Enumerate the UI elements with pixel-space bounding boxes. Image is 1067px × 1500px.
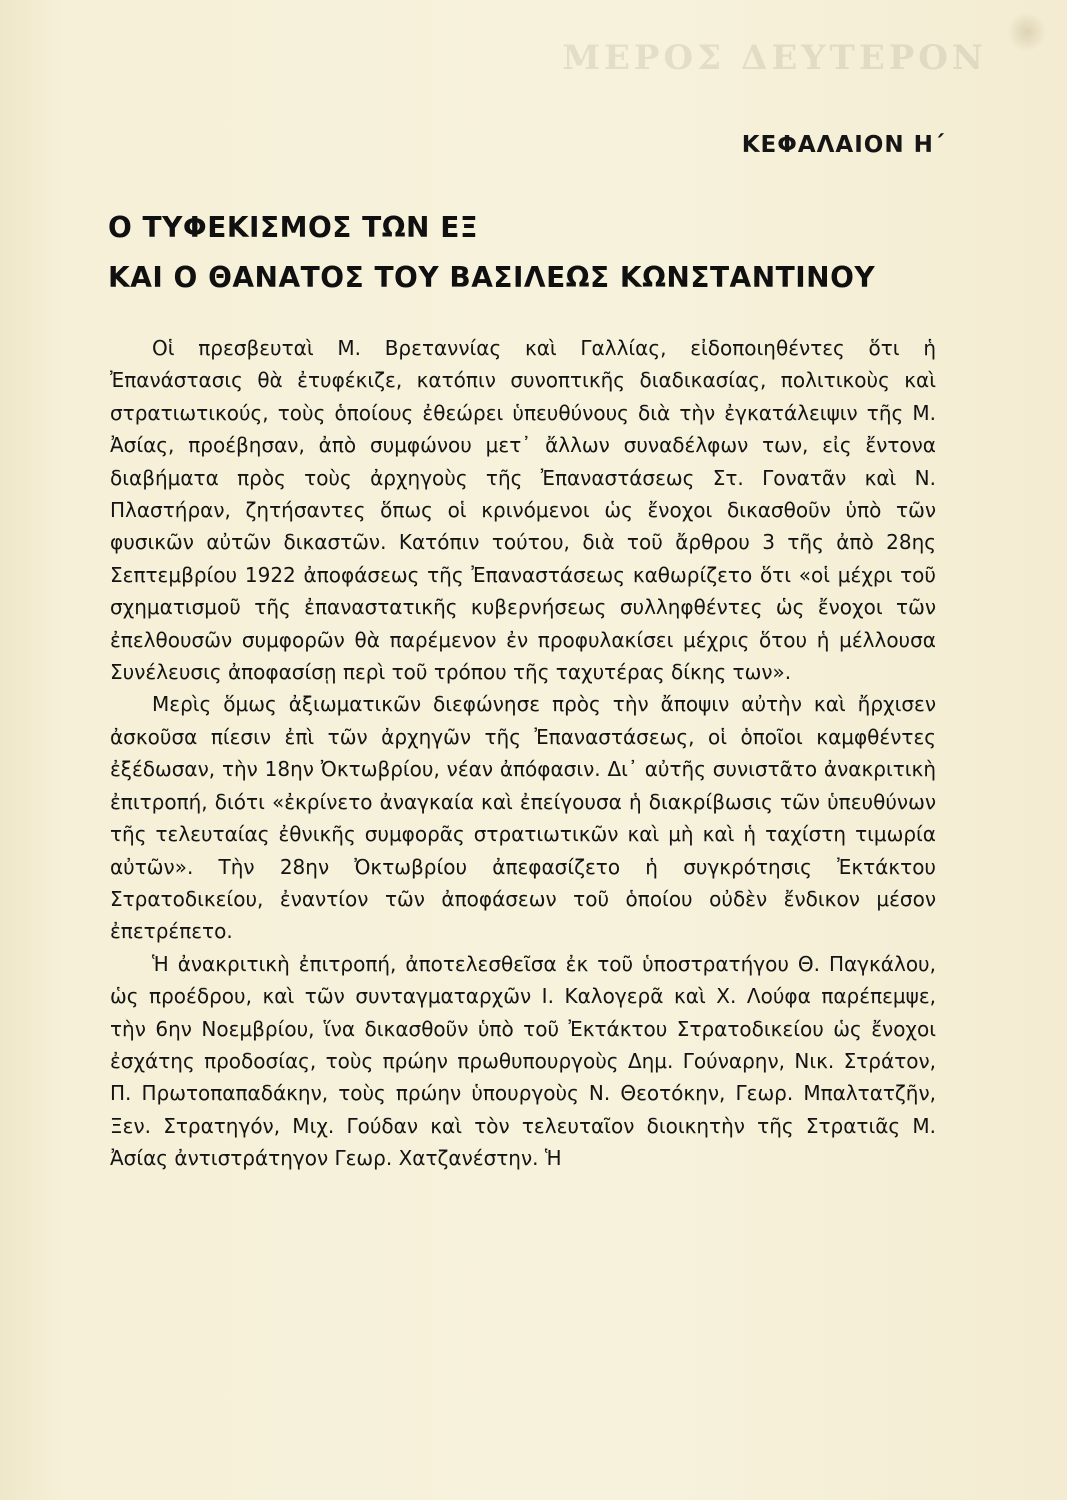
page-stain	[1007, 12, 1047, 52]
paragraph-1: Οἱ πρεσβευταὶ Μ. Βρεταννίας καὶ Γαλλίας, εἰδοποιηθέντες ὅτι ἡ Ἐπανάστασις θὰ ἐτυφέκιζε, κατόπιν συνοπτικῆς διαδικασίας, πολιτικοὺς καὶ στρατιωτικούς, τοὺς ὁποίους ἐθεώρει ὑπευθύνους διὰ τὴν ἐγκατάλειψιν τῆς Μ. Ἀσίας, προέβησαν, ἀπὸ συμφώνου μετ᾽ ἄλλων συναδέλφων των, εἰς ἔντονα διαβήματα πρὸς τοὺς ἀρχηγοὺς τῆς Ἐπαναστάσεως Στ. Γονατᾶν καὶ Ν. Πλαστήραν, ζητήσαντες ὅπως οἱ κρινόμενοι ὡς ἔνοχοι δικασθοῦν ὑπὸ τῶν φυσικῶν αὐτῶν δικαστῶν. Κατόπιν τούτου, διὰ τοῦ ἄρθρου 3 τῆς ἀπὸ 28ης Σεπτεμβρίου 1922 ἀποφάσεως τῆς Ἐπαναστάσεως καθωρίζετο ὅτι «οἱ μέχρι τοῦ σχηματισμοῦ τῆς ἐπαναστατικῆς κυβερνήσεως συλληφθέντες ὡς ἔνοχοι τῶν ἐπελθουσῶν συμφορῶν θὰ παρέμενον ἐν προφυλακίσει μέχρις ὅτου ἡ μέλλουσα Συνέλευσις ἀποφασίσῃ περὶ τοῦ τρόπου τῆς ταχυτέρας δίκης των».	[110, 336, 936, 685]
paragraph-2: Μερὶς ὅμως ἀξιωματικῶν διεφώνησε πρὸς τὴν ἄποψιν αὐτὴν καὶ ἤρχισεν ἀσκοῦσα πίεσιν ἐπὶ τῶν ἀρχηγῶν τῆς Ἐπαναστάσεως, οἱ ὁποῖοι καμφθέντες ἐξέδωσαν, τὴν 18ην Ὀκτωβρίου, νέαν ἀπόφασιν. Δι᾽ αὐτῆς συνιστᾶτο ἀνακριτικὴ ἐπιτροπή, διότι «ἐκρίνετο ἀναγκαία καὶ ἐπείγουσα ἡ διακρίβωσις τῶν ὑπευθύνων τῆς τελευταίας ἐθνικῆς συμφορᾶς στρατιωτικῶν καὶ μὴ καὶ ἡ ταχίστη τιμωρία αὐτῶν». Τὴν 28ην Ὀκτωβρίου ἀπεφασίζετο ἡ συγκρότησις Ἐκτάκτου Στρατοδικείου, ἐναντίον τῶν ἀποφάσεων τοῦ ὁποίου οὐδὲν ἔνδικον μέσον ἐπετρέπετο.	[110, 692, 936, 944]
section-title-line-1: Ο ΤΥΦΕΚΙΣΜΟΣ ΤΩΝ ΕΞ	[108, 211, 479, 244]
chapter-heading: ΚΕΦΑΛΑΙΟΝ Η΄	[741, 132, 945, 158]
bleed-through-header: ΜΕΡΟΣ ΔΕΥΤΕΡΟΝ	[562, 38, 987, 78]
body-text	[110, 332, 936, 1175]
paragraph-3: Ἡ ἀνακριτικὴ ἐπιτροπή, ἀποτελεσθεῖσα ἐκ τοῦ ὑποστρατήγου Θ. Παγκάλου, ὡς προέδρου, καὶ τῶν συνταγματαρχῶν Ι. Καλογερᾶ καὶ Χ. Λούφα παρέπεμψε, τὴν 6ην Νοεμβρίου, ἵνα δικασθοῦν ὑπὸ τοῦ Ἐκτάκτου Στρατοδικείου ὡς ἔνοχοι ἐσχάτης προδοσίας, τοὺς πρώην πρωθυπουργοὺς Δημ. Γούναρην, Νικ. Στράτον, Π. Πρωτοπαπαδάκην, τοὺς πρώην ὑπουργοὺς Ν. Θεοτόκην, Γεωρ. Μπαλτατζῆν, Ξεν. Στρατηγόν, Μιχ. Γούδαν καὶ τὸν τελευταῖον διοικητὴν τῆς Στρατιᾶς Μ. Ἀσίας ἀντιστράτηγον Γεωρ. Χατζανέστην. Ἡ	[110, 951, 936, 1171]
section-title-line-2: ΚΑΙ Ο ΘΑΝΑΤΟΣ ΤΟΥ ΒΑΣΙΛΕΩΣ ΚΩΝΣΤΑΝΤΙΝΟΥ	[108, 261, 876, 294]
